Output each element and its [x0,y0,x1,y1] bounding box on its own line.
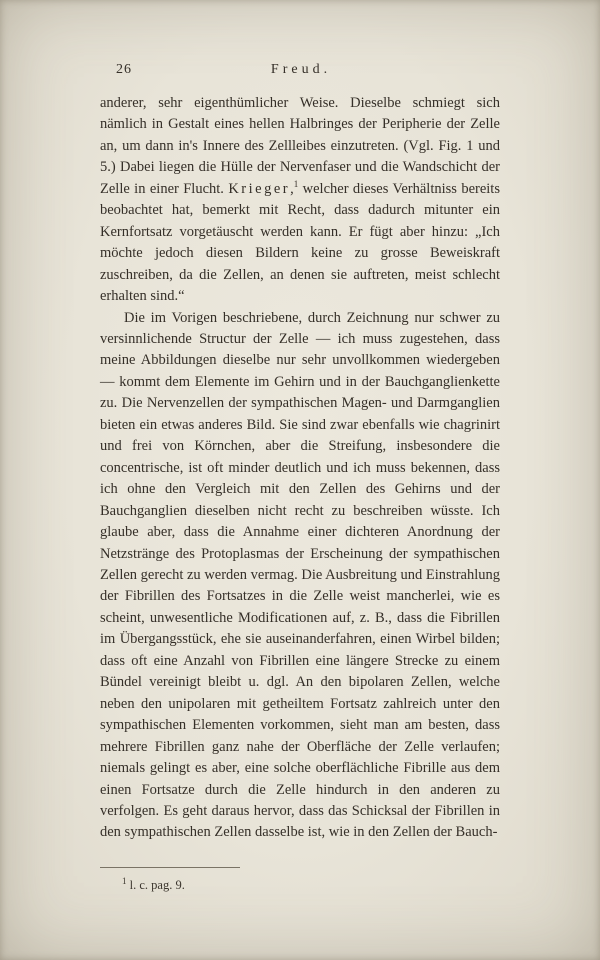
emphasized-author-name: Krieger [228,180,291,197]
footnote [100,875,500,893]
footnote-separator-rule [100,867,240,868]
body-text-block [100,93,500,844]
paragraph-1-text-end: welcher dieses Verhältniss bereits beobachtet hat, bemerkt mit Recht, dass dadurch mitunter ein Kernfortsatz vorgetäuscht werden kann. Er fügt aber hinzu: „Ich möchte jedoch diesen Bildern keine zu grosse Beweiskraft zuschreiben, da die Zellen, an denen sie auftreten, meist schlecht erhalten sind.“ [100,180,500,305]
page-number: 26 [116,62,132,77]
paragraph-2: Die im Vorigen beschriebene, durch Zeichnung nur schwer zu versinnlichende Structur der Zelle — ich muss zugestehen, dass meine Abbildungen dieselbe nur sehr unvollkommen wiedergeben — kommt dem Elemente im Gehirn und in der Bauchganglienkette zu. Die Nervenzellen der sympathischen Magen- und Darmganglien bieten ein etwas anderes Bild. Sie sind zwar ebenfalls wie chagrinirt und frei von Körnchen, aber die Streifung, insbesondere die concentrische, ist oft minder deutlich und ich muss bekennen, dass ich ohne den Vergleich mit den Zellen des Gehirns und der Bauchganglien dieselben nicht recht zu beschreiben wüsste. Ich glaube aber, dass die Annahme einer dichteren Anordnung der Netzstränge des Protoplasmas der Erscheinung der sympathischen Zellen gerecht zu werden vermag. Die Ausbreitung und Einstrahlung der Fibrillen des Fortsatzes in die Zelle weist mancherlei, wie es scheint, unwesentliche Modificationen auf, z. B., dass die Fibrillen im Übergangsstück, ehe sie auseinanderfahren, einen Wirbel bilden; dass oft eine Anzahl von Fibrillen eine längere Strecke zu einem Bündel vereinigt bleibt u. dgl. An den bipolaren Zellen, welche neben den unipolaren mit getheiltem Fortsatz zahlreich unter den sympathischen Elementen vorkommen, sieht man am besten, dass mehrere Fibrillen ganz nahe der Oberfläche der Zelle verlaufen; niemals gelingt es aber, eine solche oberflächliche Fibrille aus dem einen Fortsatze durch die Zelle hindurch in den anderen zu verfolgen. Es geht daraus hervor, dass das Schicksal der Fibrillen in den sympathischen Zellen dasselbe ist, wie in den Zellen der Bauch- [100,309,500,841]
paragraph-1-comma: , [290,180,294,197]
footnote-reference-marker: 1 [293,178,299,189]
footnote-marker: 1 [122,875,127,886]
footnote-text: l. c. pag. 9. [129,878,185,892]
paragraph-1-text-start: anderer, sehr eigenthümlicher Weise. Dieselbe schmiegt sich nämlich in Gestalt eines hellen Halbringes der Peripherie der Zelle an, um dann in's Innere des Zellleibes einzutreten. (Vgl. Fig. 1 und 5.) Dabei liegen die Hülle der Nervenfaser und die Wandschicht der Zelle in einer Flucht. [100,95,500,197]
running-head [100,62,500,78]
paragraph-1 [100,93,500,308]
running-header-title: Freud. [270,62,332,77]
